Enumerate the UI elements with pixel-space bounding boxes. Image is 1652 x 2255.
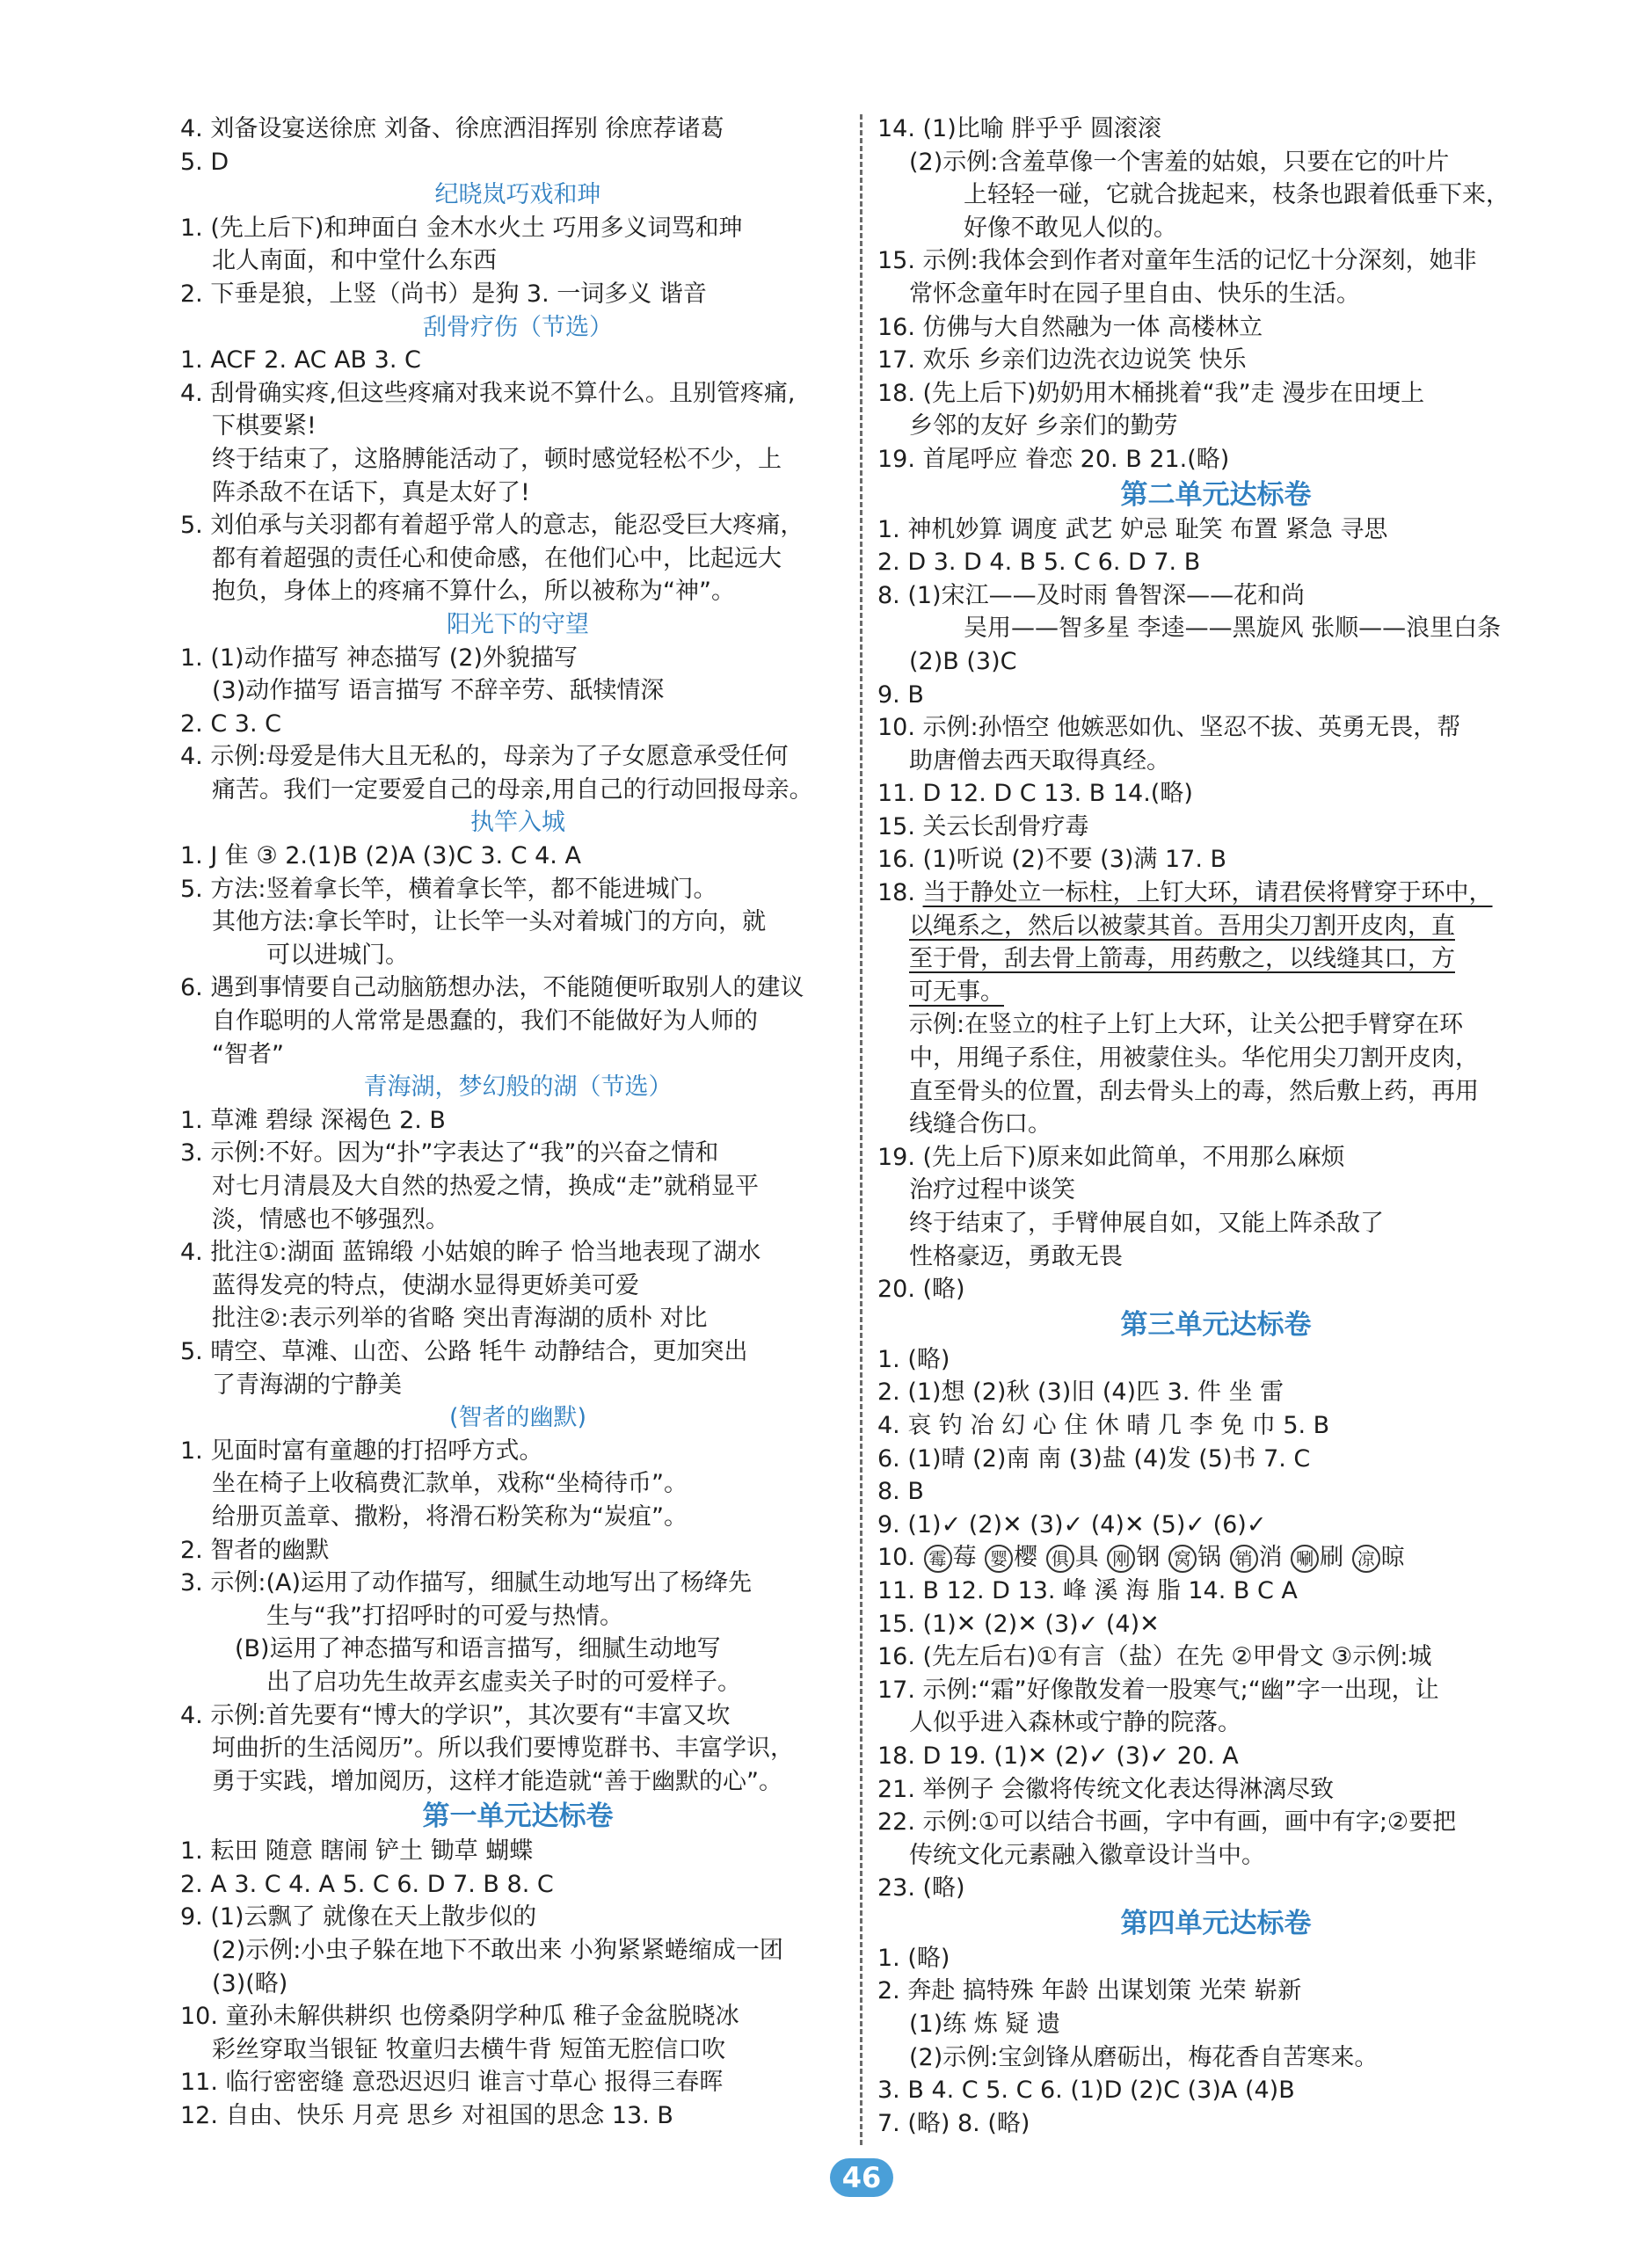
answer-line: 6. 遇到事情要自己动脑筋想办法，不能随便听取别人的建议 [180,974,804,1002]
answer-line [877,942,1554,976]
unit-test-heading: 第三单元达标卷 [1120,1308,1312,1341]
answer-line: 7. (略) 8. (略) [877,2109,1030,2137]
answer-line: 下棋要紧! [212,412,317,440]
answer-line: 治疗过程中谈笑 [909,1176,1075,1204]
answer-line: 2. 下垂是狼，上竖（尚书）是狗 3. 一词多义 谐音 [180,280,707,308]
answer-line: 10. 童孙未解供耕织 也傍桑阴学种瓜 稚子金盆脱晓冰 [180,2003,739,2031]
answer-line: 蓝得发亮的特点，使湖水显得更娇美可爱 [212,1271,639,1299]
answer-line: 4. 刘备设宴送徐庶 刘备、徐庶洒泪挥别 徐庶荐诸葛 [180,115,724,142]
paired-character: 具 [1074,1544,1099,1572]
paired-character: 晾 [1380,1544,1405,1572]
right-column [877,113,1554,2140]
answer-line: 对七月清晨及大自然的热爱之情，换成“走”就稍显平 [212,1173,759,1200]
circled-character: 凉 [1352,1545,1380,1573]
paired-character: 樱 [1014,1544,1038,1572]
column-divider [860,114,862,2145]
answer-line: 1. 耘田 随意 瞎闹 铲土 锄草 蝴蝶 [180,1837,534,1866]
answer-line: 5. D [180,148,229,176]
unit-test-heading: 第四单元达标卷 [1120,1907,1312,1939]
answer-line [877,976,1554,1009]
answer-line: 12. 自由、快乐 月亮 思乡 对祖国的思念 13. B [180,2102,673,2130]
paired-character: 刷 [1320,1544,1344,1572]
answer-line: 9. (1)✓ (2)✕ (3)✓ (4)✕ (5)✓ (6)✓ [877,1510,1267,1538]
answer-line: 2. C 3. C [180,709,281,738]
answer-line: 直至骨头的位置，刮去骨头上的毒，然后敷上药，再用 [909,1077,1479,1105]
answer-line: 4. 示例:母爱是伟大且无私的，母亲为了子女愿意承受任何 [180,743,789,771]
answer-line: 4. 批注①:湖面 蓝锦缎 小姑娘的眸子 恰当地表现了湖水 [180,1239,761,1267]
section-title: (智者的幽默) [448,1404,587,1432]
answer-line: 15. 关云长刮骨疗毒 [877,812,1089,840]
answer-line: 抱负，身体上的疼痛不算什么，所以被称为“神”。 [212,578,735,606]
answer-line: 5. 方法:竖着拿长竿，横着拿长竿，都不能进城门。 [180,875,717,903]
answer-line: 坷曲折的生活阅历”。所以我们要博览群书、丰富学识， [212,1735,794,1763]
answer-line: 15. (1)✕ (2)✕ (3)✓ (4)✕ [877,1610,1160,1638]
answer-line: 10. 示例:孙悟空 他嫉恶如仇、坚忍不拔、英勇无畏，帮 [877,714,1461,742]
answer-line: 常怀念童年时在园子里自由、快乐的生活。 [909,280,1360,308]
answer-line: 都有着超强的责任心和使命感，在他们心中，比起远大 [212,544,782,572]
unit-test-heading: 第二单元达标卷 [1120,478,1312,511]
circled-character: 俱 [1046,1545,1074,1573]
answer-line: 乡邻的友好 乡亲们的勤劳 [909,412,1178,440]
answer-line: 终于结束了，这胳膊能活动了，顿时感觉轻松不少，上 [212,445,782,473]
answer-line: 1. ACF 2. AC AB 3. C [180,346,421,375]
answer-line: 5. 刘伯承与关羽都有着超乎常人的意志，能忍受巨大疼痛， [180,512,804,540]
answer-line: 示例:在竖立的柱子上钉上大环，让关公把手臂穿在环 [909,1011,1464,1039]
answer-line [877,910,1554,943]
answer-line: 22. 示例:①可以结合书画，字中有画，画中有字;②要把 [877,1808,1457,1837]
answer-line: 北人南面，和中堂什么东西 [212,247,497,275]
answer-line: 彩丝穿取当银钲 牧童归去横牛背 短笛无腔信口吹 [212,2035,726,2063]
answer-line: 助唐僧去西天取得真经。 [909,746,1170,775]
answer-line: “智者” [212,1040,284,1068]
answer-line: 传统文化元素融入徽章设计当中。 [909,1841,1265,1869]
answer-line: 吴用——智多星 李逵——黑旋风 张顺——浪里白条 [964,615,1502,643]
section-title: 青海湖，梦幻般的湖（节选） [363,1073,673,1102]
answer-line: (3)动作描写 语言描写 不辞辛劳、舐犊情深 [212,677,665,705]
circled-character: 霉 [924,1545,952,1573]
answer-line: 坐在椅子上收稿费汇款单，戏称“坐椅待币”。 [212,1470,688,1498]
answer-line: 5. 晴空、草滩、山峦、公路 牦牛 动静结合，更加突出 [180,1337,748,1365]
circled-character: 刚 [1107,1545,1135,1573]
section-title: 执竿入城 [470,809,565,837]
answer-line: (3)(略) [212,1969,288,1997]
answer-line: 性格豪迈，勇敢无畏 [909,1242,1123,1270]
left-column [180,113,855,2133]
answer-line: 15. 示例:我体会到作者对童年生活的记忆十分深刻，她非 [877,247,1477,275]
answer-line: 17. 示例:“霜”好像散发着一股寒气;“幽”字一出现，让 [877,1676,1439,1704]
answer-line: 16. (先左后右)①有言（盐）在先 ②甲骨文 ③示例:城 [877,1643,1432,1671]
answer-line: 2. D 3. D 4. B 5. C 6. D 7. B [877,549,1201,577]
answer-line: 可以进城门。 [266,941,409,969]
answer-line: 自作聪明的人常常是愚蠢的，我们不能做好为人师的 [212,1007,758,1036]
answer-line: 19. 首尾呼应 眷恋 20. B 21.(略) [877,445,1230,473]
answer-line: 18. (先上后下)奶奶用木桶挑着“我”走 漫步在田埂上 [877,379,1425,407]
answer-line: 线缝合伤口。 [909,1110,1052,1138]
section-title: 纪晓岚巧戏和珅 [434,181,601,209]
answer-line: 上轻轻一碰，它就合拢起来，枝条也跟着低垂下来， [964,181,1510,209]
circled-character: 窝 [1168,1545,1197,1573]
answer-prefix: 18. [877,879,923,907]
circled-character: 婴 [985,1545,1013,1573]
answer-line: 勇于实践，增加阅历，这样才能造就“善于幽默的心”。 [212,1767,782,1795]
answer-line: 18. D 19. (1)✕ (2)✓ (3)✓ 20. A [877,1742,1239,1770]
answer-line: 16. (1)听说 (2)不要 (3)满 17. B [877,846,1227,874]
circled-character: 销 [1230,1545,1258,1573]
answer-line [877,877,1554,910]
answer-line: 1. (略) [877,1944,950,1972]
underlined-quote: 以绳系之，然后以被蒙其首。吾用尖刀割开皮肉，直 [909,912,1455,940]
answer-line: 痛苦。我们一定要爱自己的母亲,用自己的行动回报母亲。 [212,775,813,804]
answer-line: 11. D 12. D C 13. B 14.(略) [877,780,1193,808]
paired-character: 消 [1258,1544,1283,1572]
circled-character: 唰 [1291,1545,1319,1573]
answer-line: 2. 智者的幽默 [180,1536,330,1564]
answer-line: 8. B [877,1478,924,1506]
answer-line: 终于结束了，手臂伸展自如，又能上阵杀敌了 [909,1210,1384,1237]
answer-line: (2)示例:宝剑锋从磨砺出，梅花香自苦寒来。 [909,2043,1379,2071]
page-number: 46 [830,2158,893,2197]
answer-line: 2. (1)想 (2)秋 (3)旧 (4)匹 3. 件 坐 雷 [877,1378,1284,1407]
answer-line: 4. 示例:首先要有“博大的学识”，其次要有“丰富又坎 [180,1701,731,1729]
answer-line: (1)练 炼 疑 遗 [909,2011,1060,2039]
answer-line: (2)B (3)C [909,647,1017,675]
answer-line: 批注②:表示列举的省略 突出青海湖的质朴 对比 [212,1305,708,1333]
answer-line: 3. 示例:(A)运用了动作描写，细腻生动地写出了杨绛先 [180,1569,752,1597]
answer-line: 阵杀敌不在话下，真是太好了! [212,478,530,506]
answer-line: 8. (1)宋江——及时雨 鲁智深——花和尚 [877,581,1306,609]
answer-line: 17. 欢乐 乡亲们边洗衣边说笑 快乐 [877,346,1247,375]
answer-line: 14. (1)比喻 胖乎乎 圆滚滚 [877,115,1161,142]
answer-line: 出了启功先生故弄玄虚卖关子时的可爱样子。 [266,1668,741,1696]
answer-line: 1. 见面时富有童趣的打招呼方式。 [180,1437,543,1465]
answer-line: 1. (1)动作描写 神态描写 (2)外貌描写 [180,644,578,672]
underlined-quote: 至于骨，刮去骨上箭毒，用药敷之，以线缝其口，方 [909,945,1455,973]
answer-line: 好像不敢见人似的。 [964,214,1177,242]
answer-line: 3. B 4. C 5. C 6. (1)D (2)C (3)A (4)B [877,2077,1295,2105]
answer-line: 16. 仿佛与大自然融为一体 高楼林立 [877,313,1263,341]
answer-line: 6. (1)晴 (2)南 南 (3)盐 (4)发 (5)书 7. C [877,1444,1311,1473]
answer-line: 1. (先上后下)和珅面白 金木水火土 巧用多义词骂和珅 [180,214,743,242]
answer-line: 20. (略) [877,1276,965,1304]
answer-line: (2)示例:含羞草像一个害羞的姑娘，只要在它的叶片 [909,148,1450,176]
answer-line: 3. 示例:不好。因为“扑”字表达了“我”的兴奋之情和 [180,1139,719,1168]
answer-line: 19. (先上后下)原来如此简单，不用那么麻烦 [877,1143,1345,1171]
answer-line: 1. 神机妙算 调度 武艺 妒忌 耻笑 布置 紧急 寻思 [877,515,1388,543]
answer-line: 1. (略) [877,1345,950,1373]
answer-line: 1. J 隹 ③ 2.(1)B (2)A (3)C 3. C 4. A [180,842,581,870]
answer-line: 11. 临行密密缝 意恐迟迟归 谁言寸草心 报得三春晖 [180,2069,724,2097]
answer-line: 中，用绳子系住，用被蒙住头。华佗用尖刀割开皮肉， [909,1044,1479,1073]
answer-line: 11. B 12. D 13. 峰 溪 海 脂 14. B C A [877,1576,1298,1604]
answer-line: 9. (1)云飘了 就像在天上散步似的 [180,1903,537,1931]
answer-line: 2. 奔赴 搞特殊 年龄 出谋划策 光荣 崭新 [877,1977,1302,2005]
section-title: 刮骨疗伤（节选） [423,313,613,341]
answer-line: 其他方法:拿长竿时，让长竿一头对着城门的方向，就 [212,908,767,936]
answer-line: 4. 刮骨确实疼,但这些疼痛对我来说不算什么。且别管疼痛, [180,379,796,407]
answer-line: 9. B [877,680,924,709]
paired-character: 钢 [1136,1544,1161,1572]
answer-line: 23. (略) [877,1874,965,1902]
answer-line [877,1541,1554,1575]
unit-test-heading: 第一单元达标卷 [422,1800,614,1833]
answer-line: 生与“我”打招呼时的可爱与热情。 [266,1602,623,1630]
underlined-quote: 可无事。 [909,978,1004,1006]
answer-line: 2. A 3. C 4. A 5. C 6. D 7. B 8. C [180,1870,554,1898]
answer-line: 给册页盖章、撒粉，将滑石粉笑称为“炭疽”。 [212,1502,688,1531]
underlined-quote: 当于静处立一标柱，上钉大环，请君侯将臂穿于环中， [922,879,1493,907]
paired-character: 莓 [952,1544,977,1572]
question-number: 10. [877,1544,915,1572]
section-title: 阳光下的守望 [447,610,589,638]
answer-line: (B)运用了神态描写和语言描写，细腻生动地写 [235,1635,721,1663]
answer-line: (2)示例:小虫子躲在地下不敢出来 小狗紧紧蜷缩成一团 [212,1937,783,1965]
answer-line: 了青海湖的宁静美 [212,1371,402,1399]
answer-line: 4. 哀 钓 冶 幻 心 住 休 晴 几 李 免 巾 5. B [877,1411,1330,1439]
answer-line: 21. 举例子 会徽将传统文化表达得淋漓尽致 [877,1775,1335,1803]
answer-line: 淡，情感也不够强烈。 [212,1205,449,1233]
answer-line: 1. 草滩 碧绿 深褐色 2. B [180,1106,446,1134]
paired-character: 锅 [1197,1544,1221,1572]
answer-line: 人似乎进入森林或宁静的院落。 [909,1709,1241,1737]
